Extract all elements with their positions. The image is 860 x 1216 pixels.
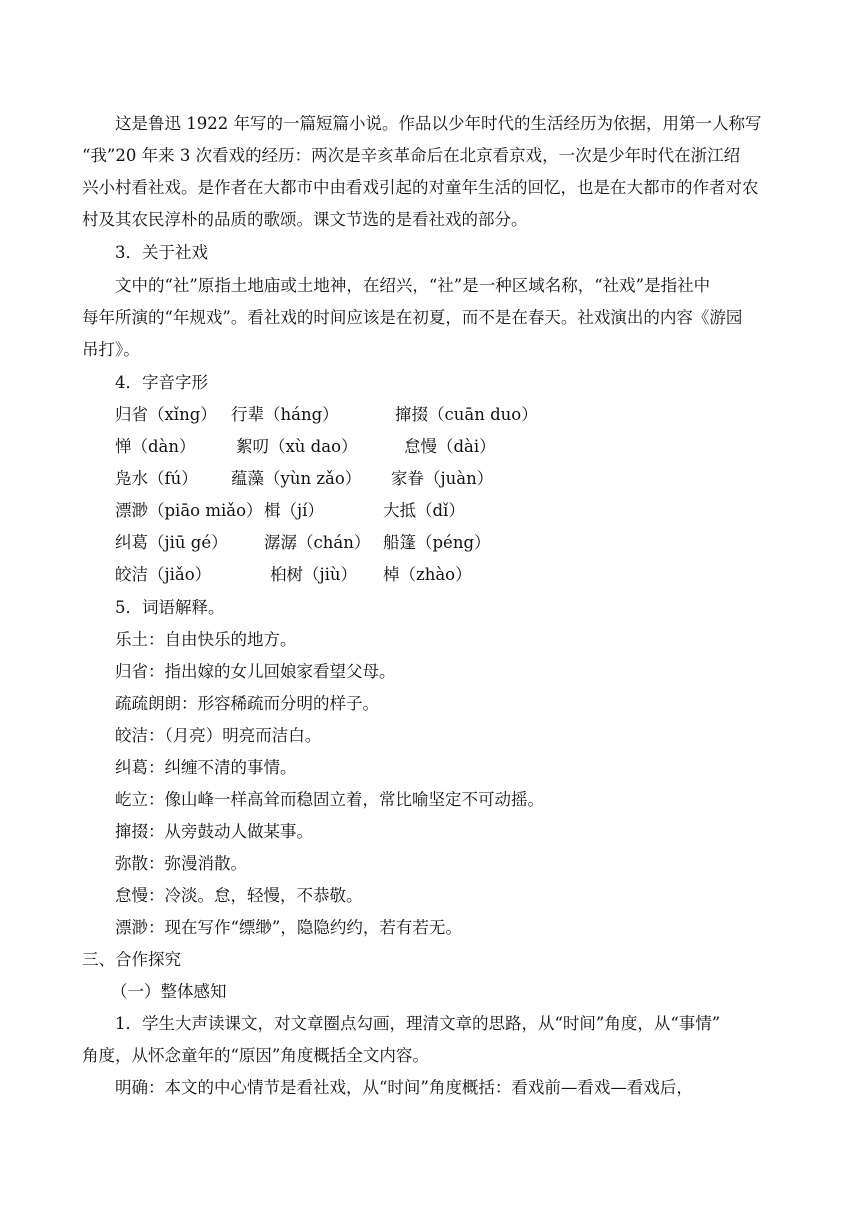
pron-cell: 怠慢（dài） [404, 437, 496, 456]
pron-cell: 桕树（jiù） [270, 565, 358, 584]
pron-cell: 撺掇（cuān duo） [395, 405, 538, 424]
pron-cell: 纠葛（jiū gé） [115, 533, 228, 552]
vocab-item: 漂渺：现在写作“缥缈”，隐隐约约，若有若无。 [115, 918, 462, 937]
pron-cell: 凫水（fú） [115, 469, 198, 488]
sec3-line-1: 文中的“社”原指土地庙或土地神，在绍兴，“社”是一种区域名称，“社戏”是指社中 [115, 276, 711, 295]
pron-cell: 蕴藻（yùn zǎo） [231, 469, 362, 488]
pron-cell: 船篷（péng） [383, 533, 491, 552]
vocab-item: 乐土：自由快乐的地方。 [115, 630, 297, 649]
question-line-1: 1．学生大声读课文，对文章圈点勾画，理清文章的思路，从“时间”角度，从“事情” [115, 1014, 721, 1033]
intro-line-1: 这是鲁迅 1922 年写的一篇短篇小说。作品以少年时代的生活经历为依据，用第一人称写 [115, 114, 762, 133]
section-heading-5: 5．词语解释。 [115, 598, 225, 617]
answer-line: 明确：本文的中心情节是看社戏，从“时间”角度概括：看戏前—看戏—看戏后， [115, 1078, 693, 1097]
vocab-item: 撺掇：从旁鼓动人做某事。 [115, 822, 313, 841]
vocab-item: 归省：指出嫁的女儿回娘家看望父母。 [115, 662, 396, 681]
intro-line-4: 村及其农民淳朴的品质的歌颂。课文节选的是看社戏的部分。 [82, 210, 528, 229]
pron-cell: 行辈（háng） [231, 405, 339, 424]
pron-cell: 惮（dàn） [115, 437, 196, 456]
vocab-item: 皎洁：（月亮）明亮而洁白。 [115, 726, 322, 745]
vocab-item: 弥散：弥漫消散。 [115, 854, 247, 873]
pron-cell: 皎洁（jiǎo） [115, 565, 212, 584]
intro-line-3: 兴小村看社戏。是作者在大都市中由看戏引起的对童年生活的回忆，也是在大都市的作者对农 [82, 178, 759, 197]
subsection-heading: （一）整体感知 [111, 982, 227, 1001]
vocab-item: 怠慢：冷淡。怠，轻慢，不恭敬。 [115, 886, 363, 905]
section-heading-3: 3．关于社戏 [115, 243, 208, 262]
pron-cell: 漂渺（piāo miǎo） [115, 501, 263, 520]
pron-cell: 潺潺（chán） [264, 533, 371, 552]
pron-cell: 家眷（juàn） [391, 469, 494, 488]
vocab-item: 屹立：像山峰一样高耸而稳固立着，常比喻坚定不可动摇。 [115, 790, 544, 809]
vocab-item: 纠葛：纠缠不清的事情。 [115, 758, 297, 777]
pron-cell: 大抵（dǐ） [383, 501, 465, 520]
section-heading-cooperative: 三、合作探究 [82, 950, 181, 969]
vocab-item: 疏疏朗朗：形容稀疏而分明的样子。 [115, 694, 379, 713]
sec3-line-2: 每年所演的“年规戏”。看社戏的时间应该是在初夏，而不是在春天。社戏演出的内容《游园 [82, 308, 743, 327]
intro-line-2: “我”20 年来 3 次看戏的经历：两次是辛亥革命后在北京看京戏，一次是少年时代在浙江绍 [82, 146, 741, 165]
pron-cell: 絮叨（xù dao） [236, 437, 358, 456]
pron-cell: 棹（zhào） [383, 565, 472, 584]
pron-cell: 归省（xǐng） [115, 405, 217, 424]
sec3-line-3: 吊打》。 [82, 340, 140, 359]
section-heading-4: 4．字音字形 [115, 373, 208, 392]
question-line-2: 角度，从怀念童年的“原因”角度概括全文内容。 [82, 1046, 429, 1065]
pron-cell: 楫（jí） [264, 501, 324, 520]
